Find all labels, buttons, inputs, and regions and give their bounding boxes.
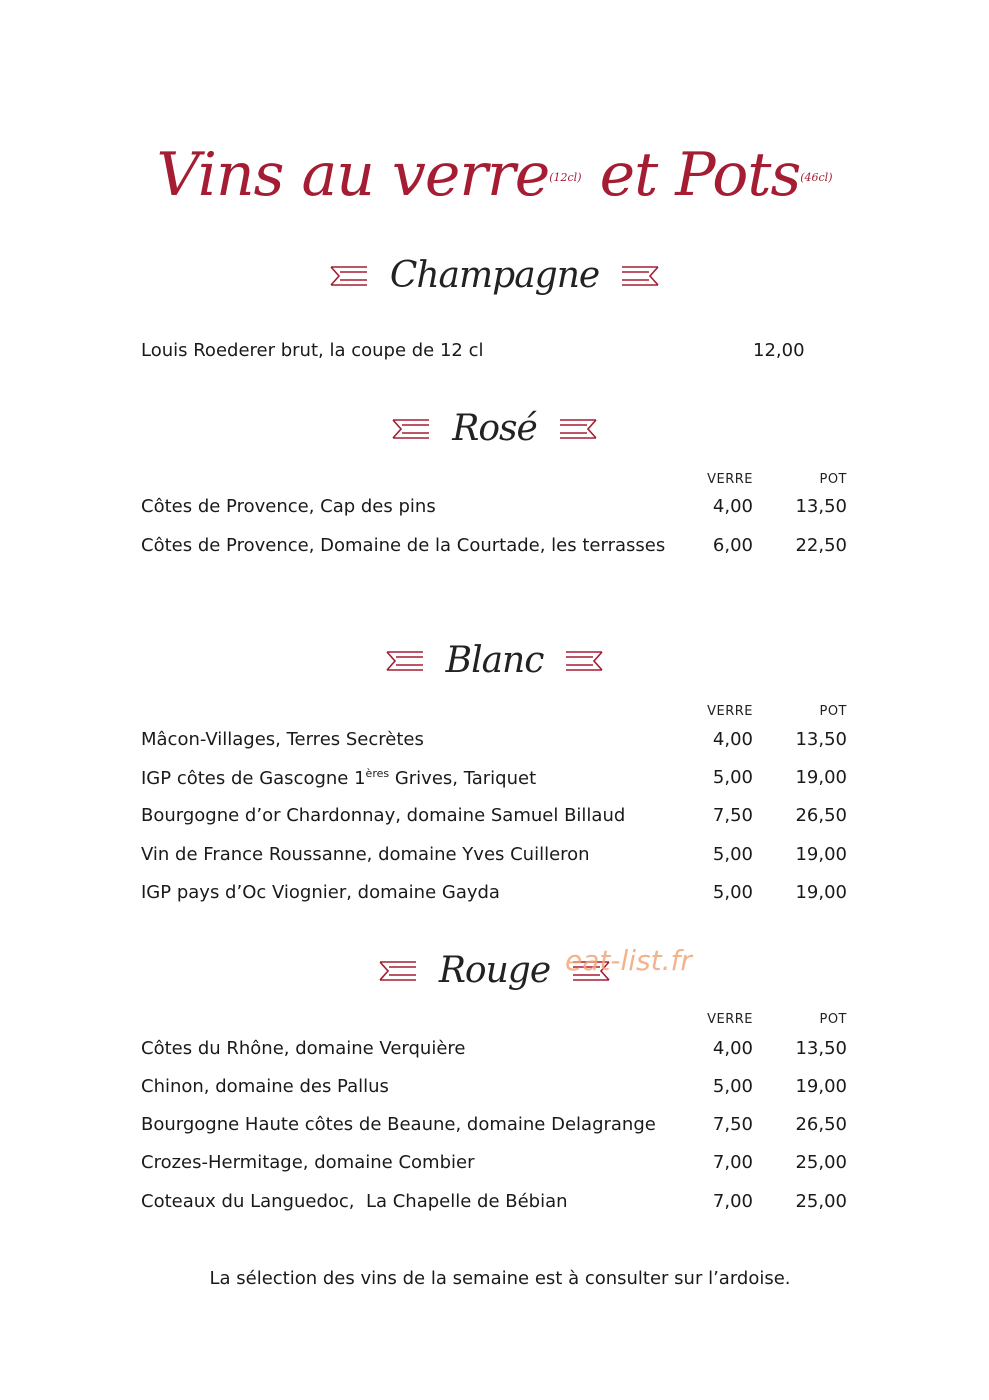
- wine-row: [141, 1038, 851, 1068]
- verre-header: VERRE: [707, 1012, 753, 1027]
- wine-row: [141, 767, 851, 797]
- section-title: Rosé: [452, 408, 537, 449]
- wine-name: [141, 767, 536, 789]
- section-title: Rouge: [438, 950, 551, 991]
- pot-price: 19,00: [795, 882, 847, 903]
- footer-note: La sélection des vins de la semaine est à consulter sur l’ardoise.: [209, 1268, 791, 1289]
- ribbon-left-icon: [386, 649, 424, 673]
- title-main: Vins au verre: [156, 140, 550, 210]
- verre-price: 7,50: [712, 1114, 753, 1135]
- wine-name-part: Grives, Tariquet: [389, 768, 537, 789]
- verre-price: 4,00: [712, 496, 753, 517]
- pot-price: 13,50: [795, 729, 847, 750]
- ribbon-right-icon: [559, 417, 597, 441]
- wine-row: [141, 340, 851, 370]
- wine-name: Louis Roederer brut, la coupe de 12 cl: [141, 340, 484, 361]
- ribbon-left-icon: [392, 417, 430, 441]
- verre-header: VERRE: [707, 704, 753, 719]
- verre-price: 5,00: [712, 844, 753, 865]
- wine-row: [141, 1114, 851, 1144]
- verre-price: 4,00: [712, 729, 753, 750]
- section-heading-blanc: [0, 640, 989, 700]
- section-heading-champagne: [0, 255, 989, 315]
- pot-price: 13,50: [795, 496, 847, 517]
- wine-price: 12,00: [753, 340, 805, 361]
- wine-name: Côtes de Provence, Cap des pins: [141, 496, 436, 517]
- wine-row: [141, 882, 851, 912]
- wine-name-part: IGP côtes de Gascogne 1: [141, 768, 366, 789]
- wine-row: [141, 805, 851, 835]
- wine-name: Mâcon-Villages, Terres Secrètes: [141, 729, 424, 750]
- ribbon-right-icon: [621, 264, 659, 288]
- ribbon-left-icon: [379, 959, 417, 983]
- section-title: Blanc: [445, 640, 544, 681]
- verre-price: 7,00: [712, 1152, 753, 1173]
- wine-row: [141, 535, 851, 565]
- wine-name: Chinon, domaine des Pallus: [141, 1076, 389, 1097]
- wine-row: [141, 729, 851, 759]
- wine-name: Côtes du Rhône, domaine Verquière: [141, 1038, 466, 1059]
- wine-name: Côtes de Provence, Domaine de la Courtade, les terrasses: [141, 535, 666, 556]
- title-and-pots: et Pots: [581, 140, 801, 210]
- pot-price: 19,00: [795, 767, 847, 788]
- wine-name: Vin de France Roussanne, domaine Yves Cuilleron: [141, 844, 590, 865]
- wine-name: IGP pays d’Oc Viognier, domaine Gayda: [141, 882, 500, 903]
- wine-row: [141, 1076, 851, 1106]
- wine-row: [141, 844, 851, 874]
- verre-price: 6,00: [712, 535, 753, 556]
- ordinal-suffix: ères: [365, 767, 390, 780]
- watermark: eat-list.fr: [565, 944, 692, 977]
- verre-price: 4,00: [712, 1038, 753, 1059]
- verre-price: 7,50: [712, 805, 753, 826]
- pot-header: POT: [819, 472, 847, 487]
- pot-price: 22,50: [795, 535, 847, 556]
- wine-row: [141, 1152, 851, 1182]
- verre-price: 7,00: [712, 1191, 753, 1212]
- wine-row: [141, 1191, 851, 1221]
- verre-header: VERRE: [707, 472, 753, 487]
- pot-price: 26,50: [795, 805, 847, 826]
- pot-header: POT: [819, 704, 847, 719]
- section-title: Champagne: [389, 255, 600, 296]
- wine-name: Bourgogne d’or Chardonnay, domaine Samuel Billaud: [141, 805, 626, 826]
- pot-price: 26,50: [795, 1114, 847, 1135]
- pot-price: 19,00: [795, 844, 847, 865]
- verre-price: 5,00: [712, 1076, 753, 1097]
- ribbon-right-icon: [565, 649, 603, 673]
- ribbon-left-icon: [330, 264, 368, 288]
- wine-name: Bourgogne Haute côtes de Beaune, domaine Delagrange: [141, 1114, 656, 1135]
- section-heading-rose: [0, 408, 989, 468]
- pot-price: 19,00: [795, 1076, 847, 1097]
- pot-price: 25,00: [795, 1152, 847, 1173]
- pot-size-note: (46cl): [800, 171, 833, 184]
- pot-price: 25,00: [795, 1191, 847, 1212]
- pot-header: POT: [819, 1012, 847, 1027]
- verre-price: 5,00: [712, 882, 753, 903]
- page-title: [0, 140, 989, 210]
- glass-size-note: (12cl): [549, 171, 582, 184]
- wine-row: [141, 496, 851, 526]
- pot-price: 13,50: [795, 1038, 847, 1059]
- wine-name: Crozes-Hermitage, domaine Combier: [141, 1152, 475, 1173]
- wine-name: Coteaux du Languedoc, La Chapelle de Bébian: [141, 1191, 568, 1212]
- section-heading-rouge: [0, 950, 989, 1010]
- verre-price: 5,00: [712, 767, 753, 788]
